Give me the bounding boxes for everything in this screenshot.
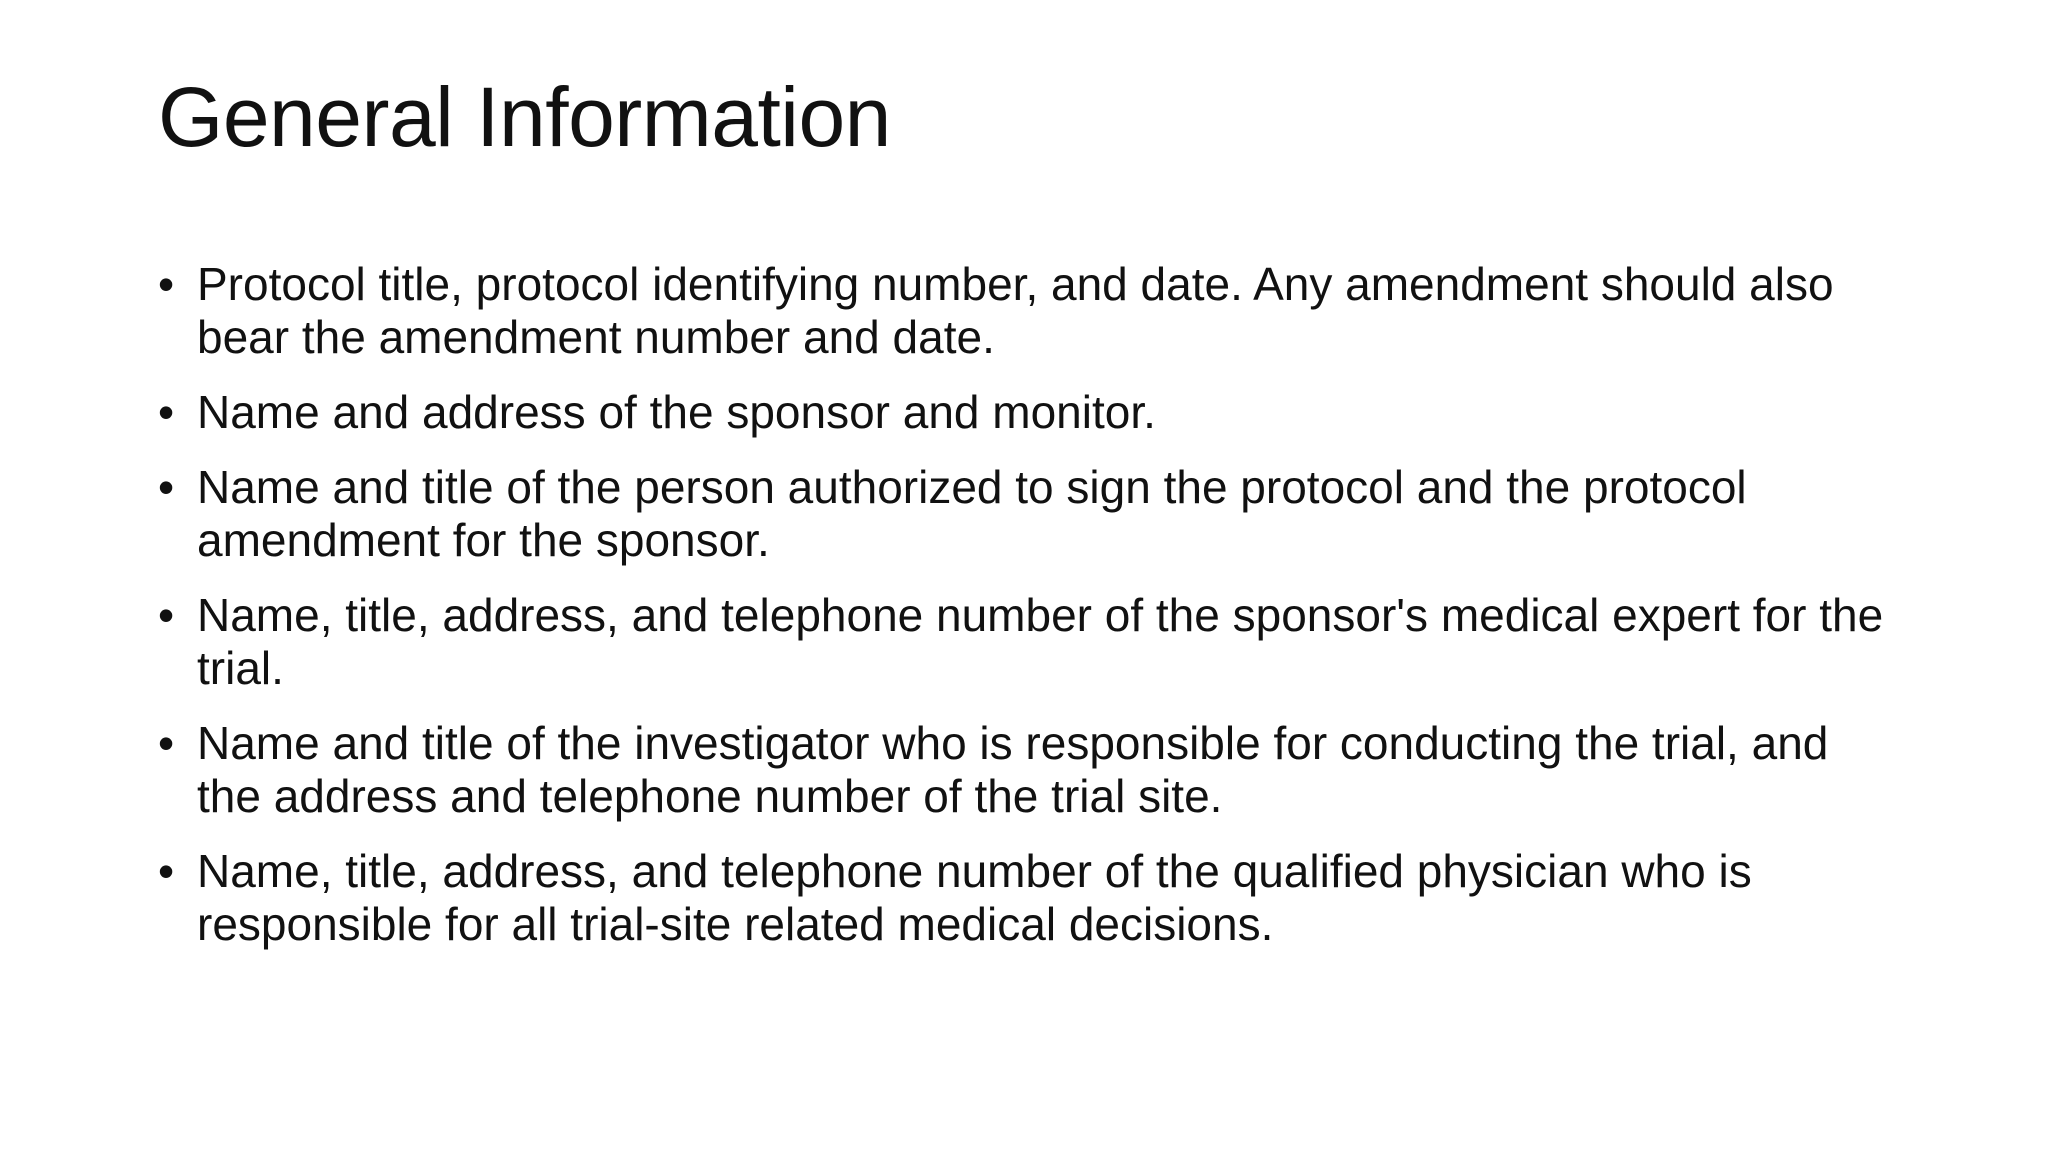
list-item <box>158 589 1898 695</box>
bullet-icon: • <box>158 589 175 641</box>
bullet-text: Protocol title, protocol identifying number, and date. Any amendment should also bear the amendment number and date. <box>197 258 1834 363</box>
bullet-icon: • <box>158 845 175 897</box>
bullet-icon: • <box>158 717 175 769</box>
bullet-text: Name, title, address, and telephone number of the sponsor's medical expert for the trial. <box>197 589 1884 694</box>
bullet-icon: • <box>158 258 175 310</box>
list-item <box>158 386 1898 439</box>
list-item <box>158 717 1898 823</box>
list-item <box>158 258 1898 364</box>
bullet-icon: • <box>158 461 175 513</box>
bullet-list <box>158 258 1898 973</box>
bullet-icon: • <box>158 386 175 438</box>
slide-title: General Information <box>158 70 891 164</box>
list-item <box>158 461 1898 567</box>
list-item <box>158 845 1898 951</box>
bullet-text: Name and title of the person authorized to sign the protocol and the protocol amendment for the sponsor. <box>197 461 1747 566</box>
bullet-text: Name and address of the sponsor and monitor. <box>197 386 1156 438</box>
bullet-text: Name, title, address, and telephone number of the qualified physician who is responsible for all trial-site related medical decisions. <box>197 845 1752 950</box>
bullet-text: Name and title of the investigator who is responsible for conducting the trial, and the address and telephone number of the trial site. <box>197 717 1829 822</box>
